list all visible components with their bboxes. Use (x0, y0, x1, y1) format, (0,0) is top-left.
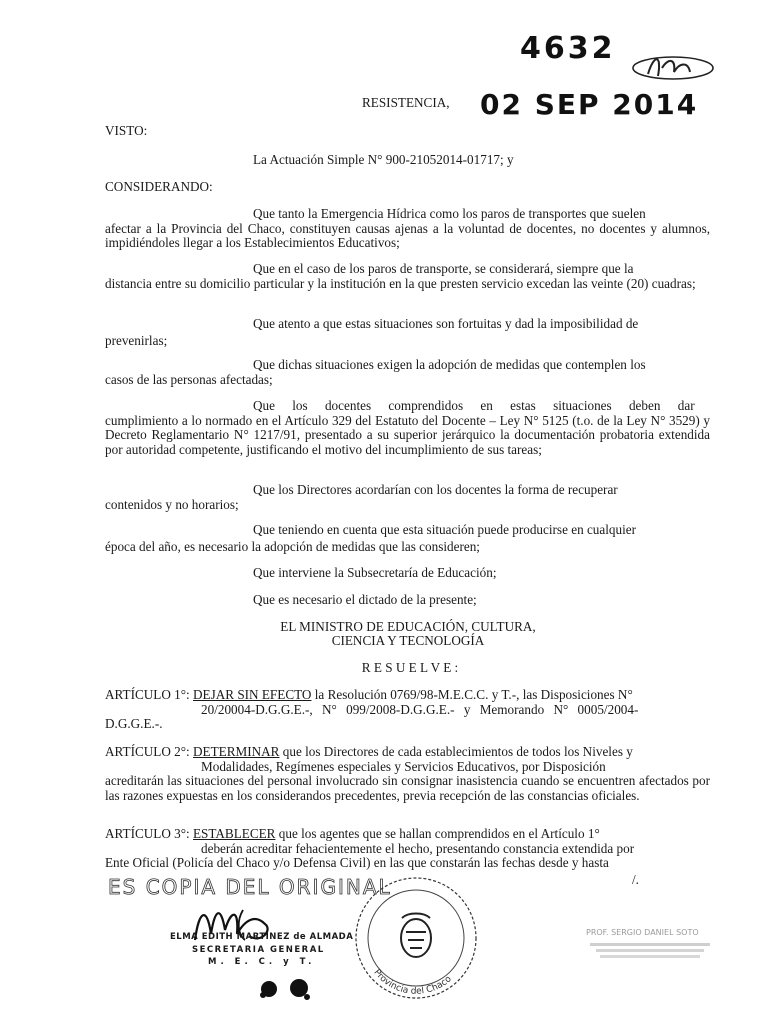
visto-label: VISTO: (105, 123, 148, 138)
seal-text: Provincia del Chaco (371, 967, 454, 997)
considerando-paragraph (105, 262, 710, 291)
authority-line-1: EL MINISTRO DE EDUCACIÓN, CULTURA, (280, 619, 536, 634)
paragraph-first-line: Que teniendo en cuenta que esta situación puede producirse en cualquier (253, 522, 637, 537)
considerando-paragraph (105, 523, 710, 554)
paragraph-rest: cumplimiento a lo normado en el Artículo 329 del Estatuto del Docente – Ley N° 5125 (t.o. de la Ley N° 3529) y Decreto Reglamentario N° 1217/91, presentado a su superior jerárquico la documentación probatoria extendida por autoridad competente, justificando el motivo del incumplimiento de sus tareas; (105, 412, 710, 457)
signatory-left-name: ELMA EDITH MARTINEZ de ALMADA (170, 932, 354, 942)
article-text: Ente Oficial (Policía del Chaco y/o Defensa Civil) en las que constarán las fechas desde y hasta (105, 855, 609, 871)
ministry-seal (336, 876, 496, 1006)
paragraph-first-line: Que dichas situaciones exigen la adopción de medidas que contemplen los (253, 357, 646, 372)
paragraph-rest: prevenirlas; (105, 332, 168, 348)
paragraph-first-line: Que los docentes comprendidos en estas situaciones deben dar (253, 398, 695, 413)
article-2 (105, 745, 710, 803)
resuelve-heading: R E S U E L V E : (361, 660, 459, 675)
article-label: ARTÍCULO 1°: (105, 687, 190, 702)
considerando-paragraph (105, 317, 710, 348)
paragraph-first-line: Que los Directores acordarían con los docentes la forma de recuperar (253, 482, 618, 497)
article-text: la Resolución 0769/98-M.E.C.C. y T.-, las Disposiciones N° (314, 687, 633, 702)
place-name: RESISTENCIA, (362, 95, 450, 110)
considerando-paragraph: Que interviene la Subsecretaría de Educación; (253, 565, 497, 580)
considerando-paragraph (105, 207, 710, 251)
article-verb: DEJAR SIN EFECTO (193, 687, 312, 702)
faded-signature-block-right (590, 940, 710, 964)
article-text: D.G.G.E.-. (105, 716, 163, 732)
paragraph-first-line: Que tanto la Emergencia Hídrica como los paros de transportes que suelen (253, 206, 646, 221)
article-text: acreditarán las situaciones del personal involucrado sin consignar inasistencia cuando se encuentren afectados por las razones expuestas en los considerandos precedentes, previa recepción de las constancias oficiales. (105, 773, 710, 803)
article-text: deberán acreditar fehacientemente el hecho, presentando constancia extendida por (201, 840, 635, 856)
copy-of-original-stamp: ES COPIA DEL ORIGINAL (108, 875, 392, 899)
paragraph-rest: época del año, es necesario la adopción de medidas que las consideren; (105, 538, 480, 554)
visto-text: La Actuación Simple N° 900-21052014-01717; y (253, 152, 514, 167)
signatory-right-name: PROF. SERGIO DANIEL SOTO (586, 928, 699, 937)
date-stamp: 02 SEP 2014 (480, 88, 699, 121)
signatory-left-org: M. E. C. y T. (208, 957, 316, 967)
resolution-number: 4632 (520, 31, 616, 66)
article-text: 20/20004-D.G.G.E.-, N° 099/2008-D.G.G.E.- y Memorando N° 0005/2004- (201, 701, 639, 717)
signatory-left-title: SECRETARIA GENERAL (192, 945, 325, 955)
initials-signature-mark (628, 50, 718, 84)
considerando-paragraph (105, 358, 710, 387)
continuation-mark: /. (632, 872, 639, 887)
article-text: que los agentes que se hallan comprendidos en el Artículo 1° (278, 826, 600, 841)
considerando-paragraph (105, 483, 710, 512)
paragraph-first-line: Que atento a que estas situaciones son fortuitas y dad la imposibilidad de (253, 316, 639, 331)
article-text: Modalidades, Regímenes especiales y Servicios Educativos, por Disposición (201, 758, 606, 774)
article-verb: ESTABLECER (193, 826, 276, 841)
paragraph-rest: afectar a la Provincia del Chaco, constituyen causas ajenas a la voluntad de docentes, no docentes y alumnos, impidiéndoles llegar a los Establecimientos Educativos; (105, 220, 710, 251)
considerando-label: CONSIDERANDO: (105, 179, 213, 194)
authority-line-2: CIENCIA Y TECNOLOGÍA (331, 633, 485, 648)
article-1 (105, 688, 710, 732)
paragraph-rest: distancia entre su domicilio particular y la institución en la que presten servicio excedan las veinte (20) cuadras; (105, 275, 696, 291)
ink-blot-marks (255, 975, 315, 1005)
article-3 (105, 827, 710, 871)
paragraph-rest: contenidos y no horarios; (105, 496, 239, 512)
article-label: ARTÍCULO 3°: (105, 826, 190, 841)
article-verb: DETERMINAR (193, 744, 280, 759)
considerando-paragraph (105, 399, 710, 457)
article-text: que los Directores de cada establecimientos de todos los Niveles y (282, 744, 633, 759)
paragraph-rest: casos de las personas afectadas; (105, 371, 273, 387)
article-label: ARTÍCULO 2°: (105, 744, 190, 759)
considerando-paragraph: Que es necesario el dictado de la presente; (253, 592, 477, 607)
paragraph-first-line: Que en el caso de los paros de transporte, se considerará, siempre que la (253, 261, 634, 276)
